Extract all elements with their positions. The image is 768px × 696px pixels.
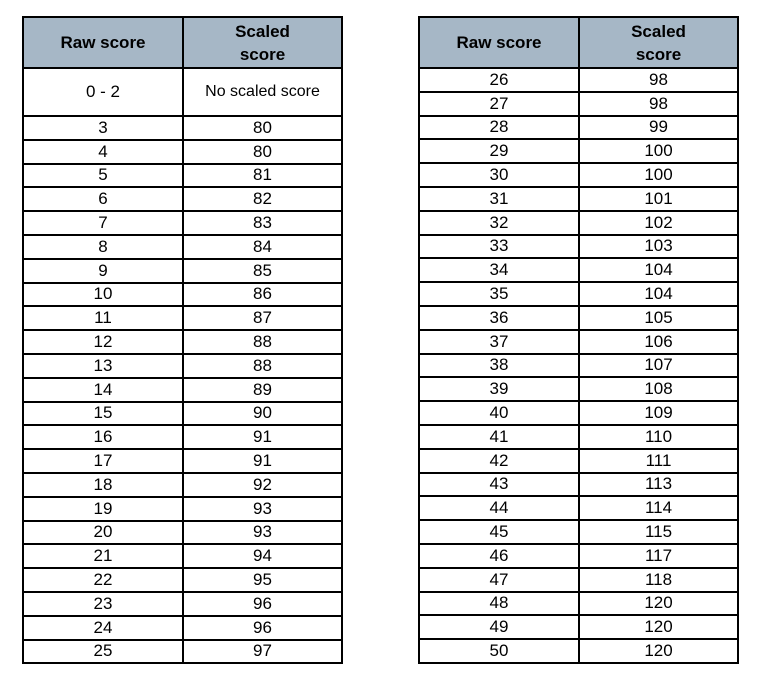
table-row (419, 520, 738, 544)
raw-score-cell: 50 (419, 639, 579, 663)
table-row (419, 282, 738, 306)
raw-score-cell: 45 (419, 520, 579, 544)
raw-score-cell: 34 (419, 258, 579, 282)
scaled-score-cell: 82 (183, 187, 342, 211)
scaled-score-header (183, 17, 342, 68)
scaled-score-cell: 80 (183, 116, 342, 140)
scaled-score-cell: 102 (579, 211, 738, 235)
scaled-score-cell: 101 (579, 187, 738, 211)
table-row (23, 259, 342, 283)
scaled-score-cell: 97 (183, 640, 342, 664)
raw-score-cell: 8 (23, 235, 183, 259)
table-row (23, 378, 342, 402)
raw-score-cell: 3 (23, 116, 183, 140)
scaled-score-cell: 120 (579, 592, 738, 616)
table-row (419, 354, 738, 378)
table-row (23, 640, 342, 664)
table-row (419, 568, 738, 592)
raw-score-cell: 44 (419, 496, 579, 520)
raw-score-cell: 48 (419, 592, 579, 616)
raw-score-cell: 42 (419, 449, 579, 473)
table-row (23, 449, 342, 473)
scaled-score-cell: 96 (183, 592, 342, 616)
table-row (23, 164, 342, 188)
scaled-score-cell: 111 (579, 449, 738, 473)
scaled-score-header-line2: score (239, 44, 286, 64)
table-row (419, 211, 738, 235)
scaled-score-cell: 90 (183, 402, 342, 426)
raw-score-cell: 28 (419, 116, 579, 140)
raw-score-cell: 16 (23, 425, 183, 449)
scaled-score-cell: 109 (579, 401, 738, 425)
scaled-score-cell: 92 (183, 473, 342, 497)
raw-score-cell: 29 (419, 139, 579, 163)
raw-score-cell: 18 (23, 473, 183, 497)
scaled-score-header-line1: Scaled (631, 21, 686, 41)
scaled-score-cell: 115 (579, 520, 738, 544)
header-row (419, 17, 738, 68)
table-row (23, 116, 342, 140)
scaled-score-cell: No scaled score (183, 68, 342, 116)
table-row (419, 68, 738, 92)
scaled-score-cell: 94 (183, 544, 342, 568)
raw-score-cell: 12 (23, 330, 183, 354)
scaled-score-cell: 80 (183, 140, 342, 164)
raw-score-cell: 6 (23, 187, 183, 211)
scaled-score-cell: 110 (579, 425, 738, 449)
table-row (419, 425, 738, 449)
scaled-score-header-line1: Scaled (235, 21, 290, 41)
raw-score-cell: 27 (419, 92, 579, 116)
raw-score-cell: 17 (23, 449, 183, 473)
table-row (419, 473, 738, 497)
raw-score-cell: 13 (23, 354, 183, 378)
raw-score-cell: 4 (23, 140, 183, 164)
raw-score-cell: 14 (23, 378, 183, 402)
scaled-score-header (579, 17, 738, 68)
table-row (23, 616, 342, 640)
scaled-score-cell: 100 (579, 139, 738, 163)
table-row (419, 163, 738, 187)
raw-score-cell: 15 (23, 402, 183, 426)
scaled-score-cell: 107 (579, 354, 738, 378)
raw-score-cell: 49 (419, 615, 579, 639)
raw-score-cell: 33 (419, 235, 579, 259)
table-row (419, 187, 738, 211)
scaled-score-cell: 105 (579, 306, 738, 330)
scaled-score-cell: 87 (183, 306, 342, 330)
table-row (419, 139, 738, 163)
score-table-right (418, 16, 739, 664)
raw-score-cell: 37 (419, 330, 579, 354)
table-row (419, 544, 738, 568)
table-row (23, 425, 342, 449)
scaled-score-cell: 96 (183, 616, 342, 640)
table-row (23, 592, 342, 616)
scaled-score-cell: 86 (183, 283, 342, 307)
raw-score-cell: 7 (23, 211, 183, 235)
raw-score-cell: 22 (23, 568, 183, 592)
raw-score-cell: 5 (23, 164, 183, 188)
scaled-score-cell: 83 (183, 211, 342, 235)
raw-score-header-text: Raw score (456, 33, 542, 52)
scaled-score-cell: 118 (579, 568, 738, 592)
table-row (419, 377, 738, 401)
table-row (23, 568, 342, 592)
raw-score-cell: 19 (23, 497, 183, 521)
raw-score-cell: 26 (419, 68, 579, 92)
table-row (23, 544, 342, 568)
scaled-score-cell: 93 (183, 497, 342, 521)
raw-score-cell: 46 (419, 544, 579, 568)
raw-score-cell: 10 (23, 283, 183, 307)
table-row (419, 92, 738, 116)
scaled-score-cell: 88 (183, 330, 342, 354)
scaled-score-cell: 117 (579, 544, 738, 568)
table-row (419, 615, 738, 639)
scaled-score-cell: 113 (579, 473, 738, 497)
raw-score-cell: 47 (419, 568, 579, 592)
raw-score-cell: 9 (23, 259, 183, 283)
table-row (23, 521, 342, 545)
table-row (23, 68, 342, 116)
raw-score-cell: 11 (23, 306, 183, 330)
raw-score-cell: 38 (419, 354, 579, 378)
table-row (419, 401, 738, 425)
table-row (23, 330, 342, 354)
scaled-score-cell: 98 (579, 68, 738, 92)
score-table-left (22, 16, 343, 664)
scaled-score-cell: 108 (579, 377, 738, 401)
scaled-score-cell: 100 (579, 163, 738, 187)
table-row (23, 473, 342, 497)
raw-score-cell: 24 (23, 616, 183, 640)
raw-score-cell: 43 (419, 473, 579, 497)
scaled-score-cell: 91 (183, 449, 342, 473)
score-table-left-body (23, 68, 342, 663)
scaled-score-cell: 81 (183, 164, 342, 188)
scaled-score-cell: 95 (183, 568, 342, 592)
table-row (23, 402, 342, 426)
raw-score-cell: 39 (419, 377, 579, 401)
scaled-score-cell: 104 (579, 258, 738, 282)
scaled-score-cell: 104 (579, 282, 738, 306)
raw-score-header (23, 17, 183, 68)
table-row (23, 306, 342, 330)
scaled-score-cell: 99 (579, 116, 738, 140)
scaled-score-cell: 89 (183, 378, 342, 402)
raw-score-cell: 41 (419, 425, 579, 449)
raw-score-cell: 0 - 2 (23, 68, 183, 116)
raw-score-cell: 40 (419, 401, 579, 425)
raw-score-cell: 30 (419, 163, 579, 187)
table-row (419, 258, 738, 282)
table-row (23, 497, 342, 521)
scaled-score-cell: 93 (183, 521, 342, 545)
raw-score-cell: 20 (23, 521, 183, 545)
scaled-score-cell: 84 (183, 235, 342, 259)
scaled-score-header-line2: score (635, 44, 682, 64)
raw-score-header-text: Raw score (60, 33, 146, 52)
raw-score-cell: 32 (419, 211, 579, 235)
scaled-score-cell: 91 (183, 425, 342, 449)
raw-score-cell: 21 (23, 544, 183, 568)
table-row (23, 140, 342, 164)
table-row (419, 116, 738, 140)
raw-score-cell: 36 (419, 306, 579, 330)
table-row (23, 211, 342, 235)
table-row (23, 235, 342, 259)
table-row (419, 496, 738, 520)
table-row (419, 592, 738, 616)
header-row (23, 17, 342, 68)
table-row (23, 187, 342, 211)
table-row (419, 449, 738, 473)
scaled-score-cell: 88 (183, 354, 342, 378)
table-row (419, 306, 738, 330)
scaled-score-cell: 120 (579, 615, 738, 639)
scaled-score-cell: 85 (183, 259, 342, 283)
raw-score-cell: 25 (23, 640, 183, 664)
raw-score-cell: 35 (419, 282, 579, 306)
scaled-score-cell: 106 (579, 330, 738, 354)
raw-score-cell: 31 (419, 187, 579, 211)
table-row (419, 330, 738, 354)
scaled-score-cell: 120 (579, 639, 738, 663)
raw-score-header (419, 17, 579, 68)
scaled-score-cell: 98 (579, 92, 738, 116)
table-row (23, 283, 342, 307)
score-table-right-body (419, 68, 738, 663)
raw-score-cell: 23 (23, 592, 183, 616)
table-row (419, 235, 738, 259)
scaled-score-cell: 103 (579, 235, 738, 259)
scaled-score-cell: 114 (579, 496, 738, 520)
table-row (23, 354, 342, 378)
table-row (419, 639, 738, 663)
